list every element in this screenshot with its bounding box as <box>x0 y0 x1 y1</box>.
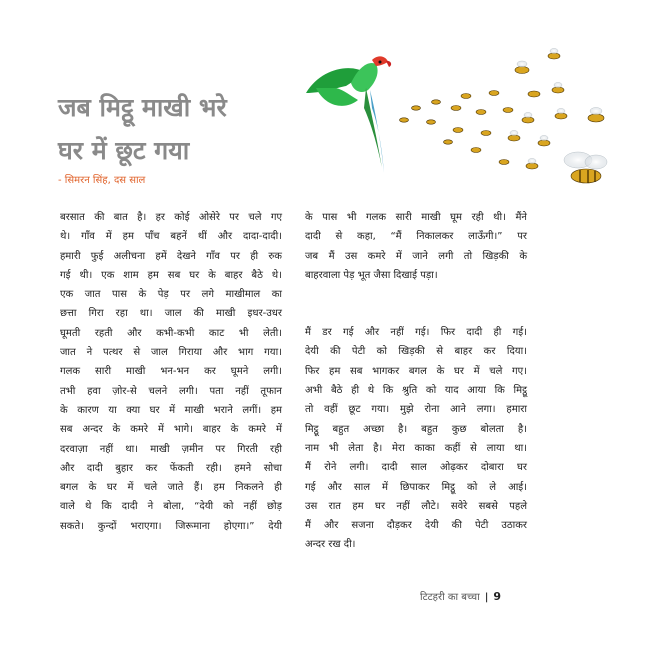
text-line: सकते। कुन्दों भराएगा। जिरूमाना होएगा।” देयी <box>60 520 282 532</box>
text-line: मैं डर गई और नहीं गई। फिर दादी ही गई। <box>305 327 527 339</box>
text-line: एक जात पास के पेड़ पर लगे माखीमाल का <box>60 289 282 301</box>
paragraph-gap <box>305 285 527 304</box>
text-line: और दादी बुहार कर फेंकती रही। हमने सोचा <box>60 462 282 474</box>
text-line: के पास भी गलक सारी माखी घूम रही थी। मैंने <box>305 212 527 223</box>
page-footer <box>420 589 530 603</box>
text-line: घूमती रहती और कभी-कभी काट भी लेती। <box>60 327 282 339</box>
text-line: जात ने पत्थर से जाल गिराया और भाग गया। <box>60 347 282 359</box>
parrot-icon <box>306 56 391 173</box>
bee-swarm-icon <box>400 49 608 184</box>
text-line: के कारण या क्या घर में माखी भराने लगीं। हम <box>60 404 282 416</box>
text-line: तभी हवा ज़ोर-से चलने लगी। पता नहीं तूफान <box>60 385 282 397</box>
text-line: देयी की पेटी को खिड़की से बाहर कर दिया। <box>305 346 527 358</box>
text-line: गई और साल में छिपाकर मिट्ठू को ले आई। <box>305 481 527 493</box>
text-line: बरसात की बात है। हर कोई ओसेरे पर चले गए <box>60 212 282 223</box>
text-line: दादी से कहा, “मैं निकालकर लाऊँगी।” पर <box>305 231 527 243</box>
book-title: टिटहरी का बच्चा <box>420 592 480 603</box>
footer-separator: | <box>484 592 489 603</box>
text-line: मैं रोने लगी। दादी साल ओढ़कर दोबारा घर <box>305 462 527 474</box>
story-title-line-2: घर में छूट गया <box>58 136 190 165</box>
text-line: उस रात हम घर नहीं लौटे। सवेरे सबसे पहले <box>305 500 527 512</box>
text-line: बगल के घर में चले जाते हैं। हम निकलने ही <box>60 482 282 494</box>
text-line: हमारी फुई अलीचना हमें देखने गाँव पर ही रुक <box>60 250 282 262</box>
page-number: 9 <box>493 590 502 603</box>
text-line: थे। गाँव में हम पाँच बहनें थीं और दादा-दादी। <box>60 231 282 243</box>
text-line: जब मैं उस कमरे में जाने लगी तो खिड़की के <box>305 250 527 262</box>
text-line: छत्ता गिरा रहा था। जाल की माखी इधर-उधर <box>60 308 282 320</box>
text-line: अन्दर रख दी। <box>305 539 356 551</box>
text-line: दरवाज़ा नहीं था। माखी ज़मीन पर गिरती रही <box>60 443 282 455</box>
text-line: नाम भी लेता है। मेरा काका कहीं से लाया था। <box>305 442 527 454</box>
text-line: वाले थे कि दादी ने बोला, “देयी को नहीं छोड़ <box>60 501 282 513</box>
right-column <box>305 208 527 555</box>
story-title-line-1: जब मिट्ठू माखी भरे <box>58 93 227 122</box>
story-title <box>58 86 308 172</box>
text-line: गई थी। एक शाम हम सब घर के बाहर बैठे थे। <box>60 269 282 281</box>
text-line: अभी बैठे ही थे कि श्रुति को याद आया कि मिट्ठू <box>305 385 527 397</box>
text-line: तो वहीं छूट गया। मुझे रोना आने लगा। हमारा <box>305 404 527 416</box>
paragraph-gap <box>305 304 527 323</box>
left-column <box>60 208 282 536</box>
story-author: - सिमरन सिंह, दस साल <box>58 175 146 186</box>
text-line: सब अन्दर के कमरे में भागे। बाहर के कमरे में <box>60 424 282 436</box>
parrot-and-bees-illustration <box>296 38 626 203</box>
text-line: मिट्ठू बहुत अच्छा है। बहुत कुछ बोलता है। <box>305 423 527 435</box>
text-line: मैं और सजना दौड़कर देयी की पेटी उठाकर <box>305 520 527 532</box>
text-line: फिर हम सब भागकर बगल के घर में चले गए। <box>305 365 527 377</box>
text-line: बाहरवाला पेड़ भूत जैसा दिखाई पड़ा। <box>305 269 438 281</box>
text-line: गलक सारी माखी भन-भन कर घूमने लगी। <box>60 366 282 378</box>
